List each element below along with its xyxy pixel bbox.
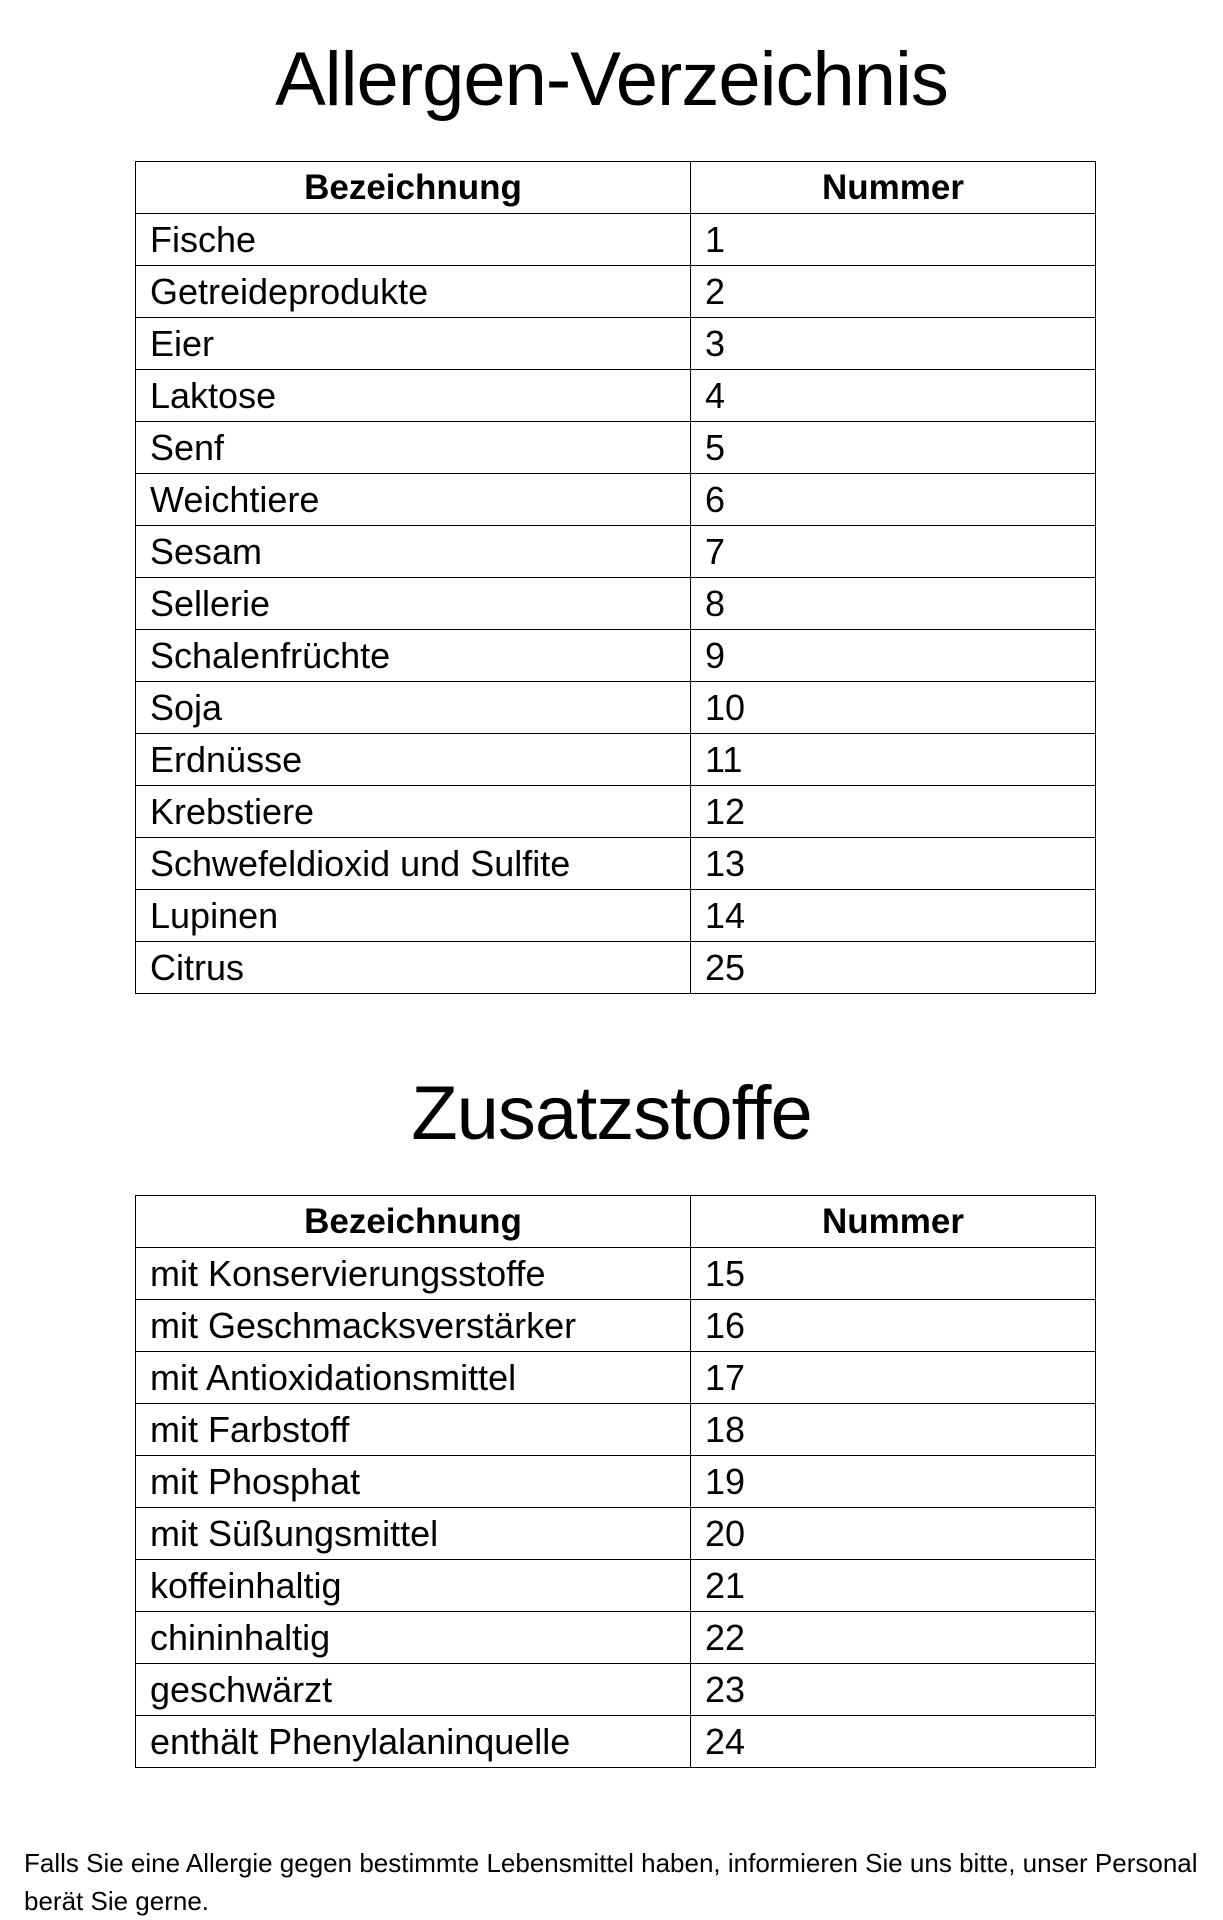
cell-name: Senf xyxy=(136,422,691,474)
cell-name: mit Farbstoff xyxy=(136,1404,691,1456)
cell-name: mit Konservierungsstoffe xyxy=(136,1248,691,1300)
column-header-number: Nummer xyxy=(691,162,1096,214)
column-header-name: Bezeichnung xyxy=(136,1196,691,1248)
table-row xyxy=(136,942,1096,994)
cell-name: Soja xyxy=(136,682,691,734)
cell-name: Weichtiere xyxy=(136,474,691,526)
cell-name: Erdnüsse xyxy=(136,734,691,786)
table-header-row xyxy=(136,162,1096,214)
table-row xyxy=(136,526,1096,578)
table-row xyxy=(136,1664,1096,1716)
table-row xyxy=(136,786,1096,838)
table-row xyxy=(136,630,1096,682)
cell-name: mit Geschmacksverstärker xyxy=(136,1300,691,1352)
table-row xyxy=(136,1248,1096,1300)
cell-number: 18 xyxy=(691,1404,1096,1456)
cell-name: Laktose xyxy=(136,370,691,422)
cell-number: 9 xyxy=(691,630,1096,682)
cell-number: 10 xyxy=(691,682,1096,734)
cell-number: 11 xyxy=(691,734,1096,786)
column-header-name: Bezeichnung xyxy=(136,162,691,214)
table-row xyxy=(136,1300,1096,1352)
allergen-table xyxy=(135,161,1096,994)
cell-name: Citrus xyxy=(136,942,691,994)
allergen-title: Allergen-Verzeichnis xyxy=(275,37,948,122)
cell-name: chininhaltig xyxy=(136,1612,691,1664)
cell-number: 23 xyxy=(691,1664,1096,1716)
footnote: Falls Sie eine Allergie gegen bestimmte Lebensmittel haben, informieren Sie uns bitte, unser Personal berät Sie gerne. xyxy=(24,1848,1198,1916)
table-row xyxy=(136,838,1096,890)
cell-number: 8 xyxy=(691,578,1096,630)
table-row xyxy=(136,734,1096,786)
cell-number: 24 xyxy=(691,1716,1096,1768)
cell-name: enthält Phenylalaninquelle xyxy=(136,1716,691,1768)
table-row xyxy=(136,578,1096,630)
cell-number: 7 xyxy=(691,526,1096,578)
table-row xyxy=(136,1716,1096,1768)
table-row xyxy=(136,1560,1096,1612)
table-header-row xyxy=(136,1196,1096,1248)
cell-number: 3 xyxy=(691,318,1096,370)
table-row xyxy=(136,1352,1096,1404)
cell-number: 6 xyxy=(691,474,1096,526)
cell-number: 21 xyxy=(691,1560,1096,1612)
table-row xyxy=(136,1456,1096,1508)
cell-name: mit Antioxidationsmittel xyxy=(136,1352,691,1404)
table-row xyxy=(136,1404,1096,1456)
cell-number: 1 xyxy=(691,214,1096,266)
cell-number: 20 xyxy=(691,1508,1096,1560)
additives-rows xyxy=(136,1248,1096,1768)
table-row xyxy=(136,214,1096,266)
cell-name: Eier xyxy=(136,318,691,370)
cell-number: 5 xyxy=(691,422,1096,474)
table-row xyxy=(136,1612,1096,1664)
cell-name: Sesam xyxy=(136,526,691,578)
table-row xyxy=(136,266,1096,318)
cell-name: Getreideprodukte xyxy=(136,266,691,318)
column-header-number: Nummer xyxy=(691,1196,1096,1248)
cell-number: 14 xyxy=(691,890,1096,942)
table-row xyxy=(136,682,1096,734)
allergen-rows xyxy=(136,214,1096,994)
table-row xyxy=(136,422,1096,474)
cell-name: Lupinen xyxy=(136,890,691,942)
cell-name: Schalenfrüchte xyxy=(136,630,691,682)
cell-number: 4 xyxy=(691,370,1096,422)
cell-number: 12 xyxy=(691,786,1096,838)
table-row xyxy=(136,370,1096,422)
additives-title: Zusatzstoffe xyxy=(411,1071,812,1156)
table-row xyxy=(136,318,1096,370)
cell-name: Krebstiere xyxy=(136,786,691,838)
cell-name: mit Phosphat xyxy=(136,1456,691,1508)
cell-name: Schwefeldioxid und Sulfite xyxy=(136,838,691,890)
cell-name: geschwärzt xyxy=(136,1664,691,1716)
table-row xyxy=(136,1508,1096,1560)
cell-number: 17 xyxy=(691,1352,1096,1404)
cell-number: 25 xyxy=(691,942,1096,994)
cell-name: koffeinhaltig xyxy=(136,1560,691,1612)
table-row xyxy=(136,474,1096,526)
cell-name: Fische xyxy=(136,214,691,266)
cell-number: 13 xyxy=(691,838,1096,890)
cell-number: 19 xyxy=(691,1456,1096,1508)
cell-name: mit Süßungsmittel xyxy=(136,1508,691,1560)
cell-name: Sellerie xyxy=(136,578,691,630)
cell-number: 22 xyxy=(691,1612,1096,1664)
cell-number: 16 xyxy=(691,1300,1096,1352)
additives-table xyxy=(135,1195,1096,1768)
cell-number: 2 xyxy=(691,266,1096,318)
table-row xyxy=(136,890,1096,942)
cell-number: 15 xyxy=(691,1248,1096,1300)
